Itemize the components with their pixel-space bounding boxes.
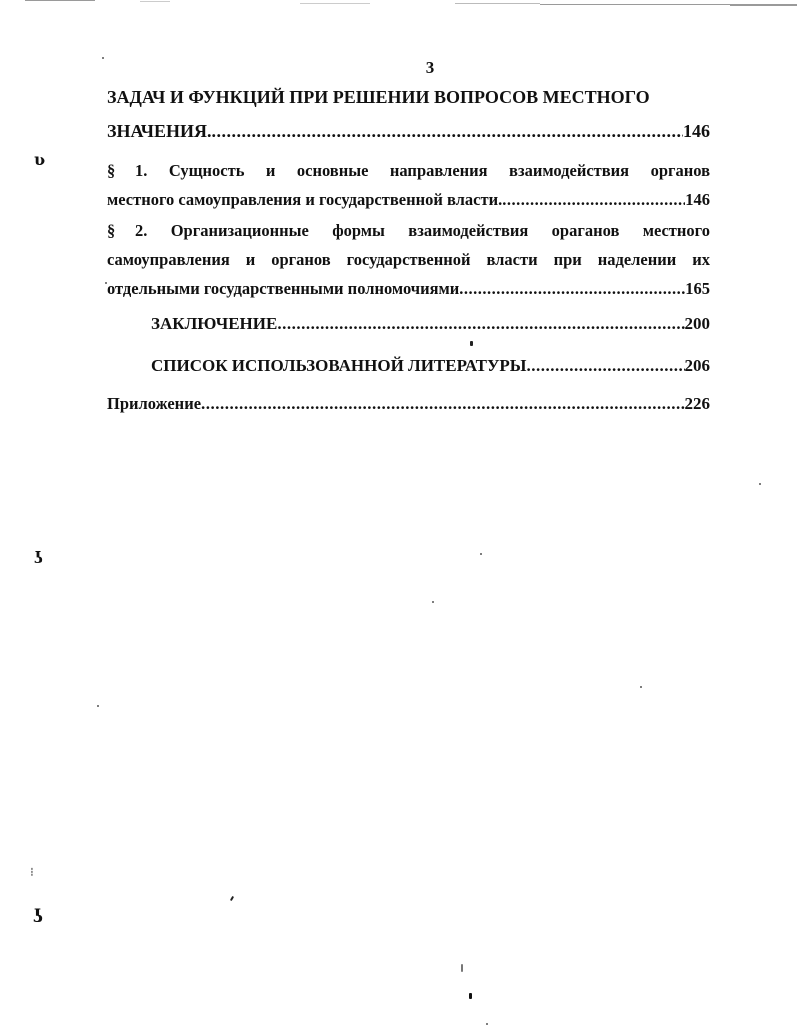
toc-entry-title: ЗНАЧЕНИЯ.	[107, 121, 212, 141]
dotted-leader	[277, 309, 684, 339]
scan-dust	[486, 1023, 488, 1025]
toc-chapter-entry[interactable]	[107, 80, 710, 148]
toc-page-number: 226	[684, 394, 710, 413]
toc-section-title: 1. Сущность и основные направления взаимодействия органов	[135, 161, 710, 180]
toc-entry-title: местного самоуправления и государственной власти.	[107, 190, 503, 209]
scan-dust	[469, 993, 472, 999]
binding-mark: ʋ	[34, 150, 46, 169]
toc-references-entry[interactable]	[107, 351, 710, 381]
toc-page-number: 165	[685, 279, 710, 298]
toc-section-line3	[107, 274, 710, 303]
toc-entry-title: ЗАКЛЮЧЕНИЕ	[151, 314, 278, 333]
scan-dust	[105, 282, 107, 284]
toc-page-number: 200	[684, 314, 710, 333]
scan-dust	[230, 896, 234, 901]
toc-section-line2	[107, 185, 710, 214]
toc-section-entry[interactable]	[107, 216, 710, 303]
toc-section-line1	[107, 156, 710, 185]
section-sign: §	[107, 161, 116, 180]
toc-section-line1	[107, 216, 710, 245]
toc-section-title: 2. Организационные формы взаимодействия ораганов местного	[135, 221, 710, 240]
dotted-leader	[459, 274, 685, 303]
scan-dust	[461, 964, 463, 972]
scan-dust	[480, 553, 482, 555]
toc-conclusion-entry[interactable]	[107, 309, 710, 339]
toc-section-line2: самоуправления и органов государственной власти при наделении их	[107, 250, 710, 269]
binding-mark: ʖ	[33, 906, 43, 927]
scan-dust	[432, 601, 434, 603]
toc-entry-title: отдельными государственными полномочиями	[107, 279, 460, 298]
toc-entry-title: Приложение	[107, 394, 202, 413]
toc-page-number: 146	[685, 190, 710, 209]
toc-page-number: 146	[683, 121, 710, 141]
section-sign: §	[107, 221, 116, 240]
scan-dust	[97, 705, 99, 707]
binding-mark: ⁝	[30, 865, 34, 879]
toc-entry-title: СПИСОК ИСПОЛЬЗОВАННОЙ ЛИТЕРАТУРЫ	[151, 356, 527, 375]
binding-mark: ʖ	[34, 548, 43, 567]
dotted-leader	[211, 114, 683, 148]
toc-appendix-entry[interactable]	[107, 389, 710, 419]
dotted-leader	[527, 351, 685, 381]
toc-page-number: 206	[684, 356, 710, 375]
scan-dust	[102, 57, 104, 59]
table-of-contents	[107, 80, 710, 419]
scan-dust	[640, 686, 642, 688]
toc-chapter-title-line1: ЗАДАЧ И ФУНКЦИЙ ПРИ РЕШЕНИИ ВОПРОСОВ МЕСТНОГО	[107, 87, 650, 107]
dotted-leader	[201, 389, 684, 419]
page-number: 3	[425, 58, 435, 77]
toc-chapter-title-line2	[107, 114, 710, 148]
toc-section-entry[interactable]	[107, 156, 710, 214]
dotted-leader	[502, 185, 685, 214]
scan-dust	[759, 483, 761, 485]
scan-dust	[470, 341, 473, 346]
scan-top-border	[0, 0, 797, 6]
